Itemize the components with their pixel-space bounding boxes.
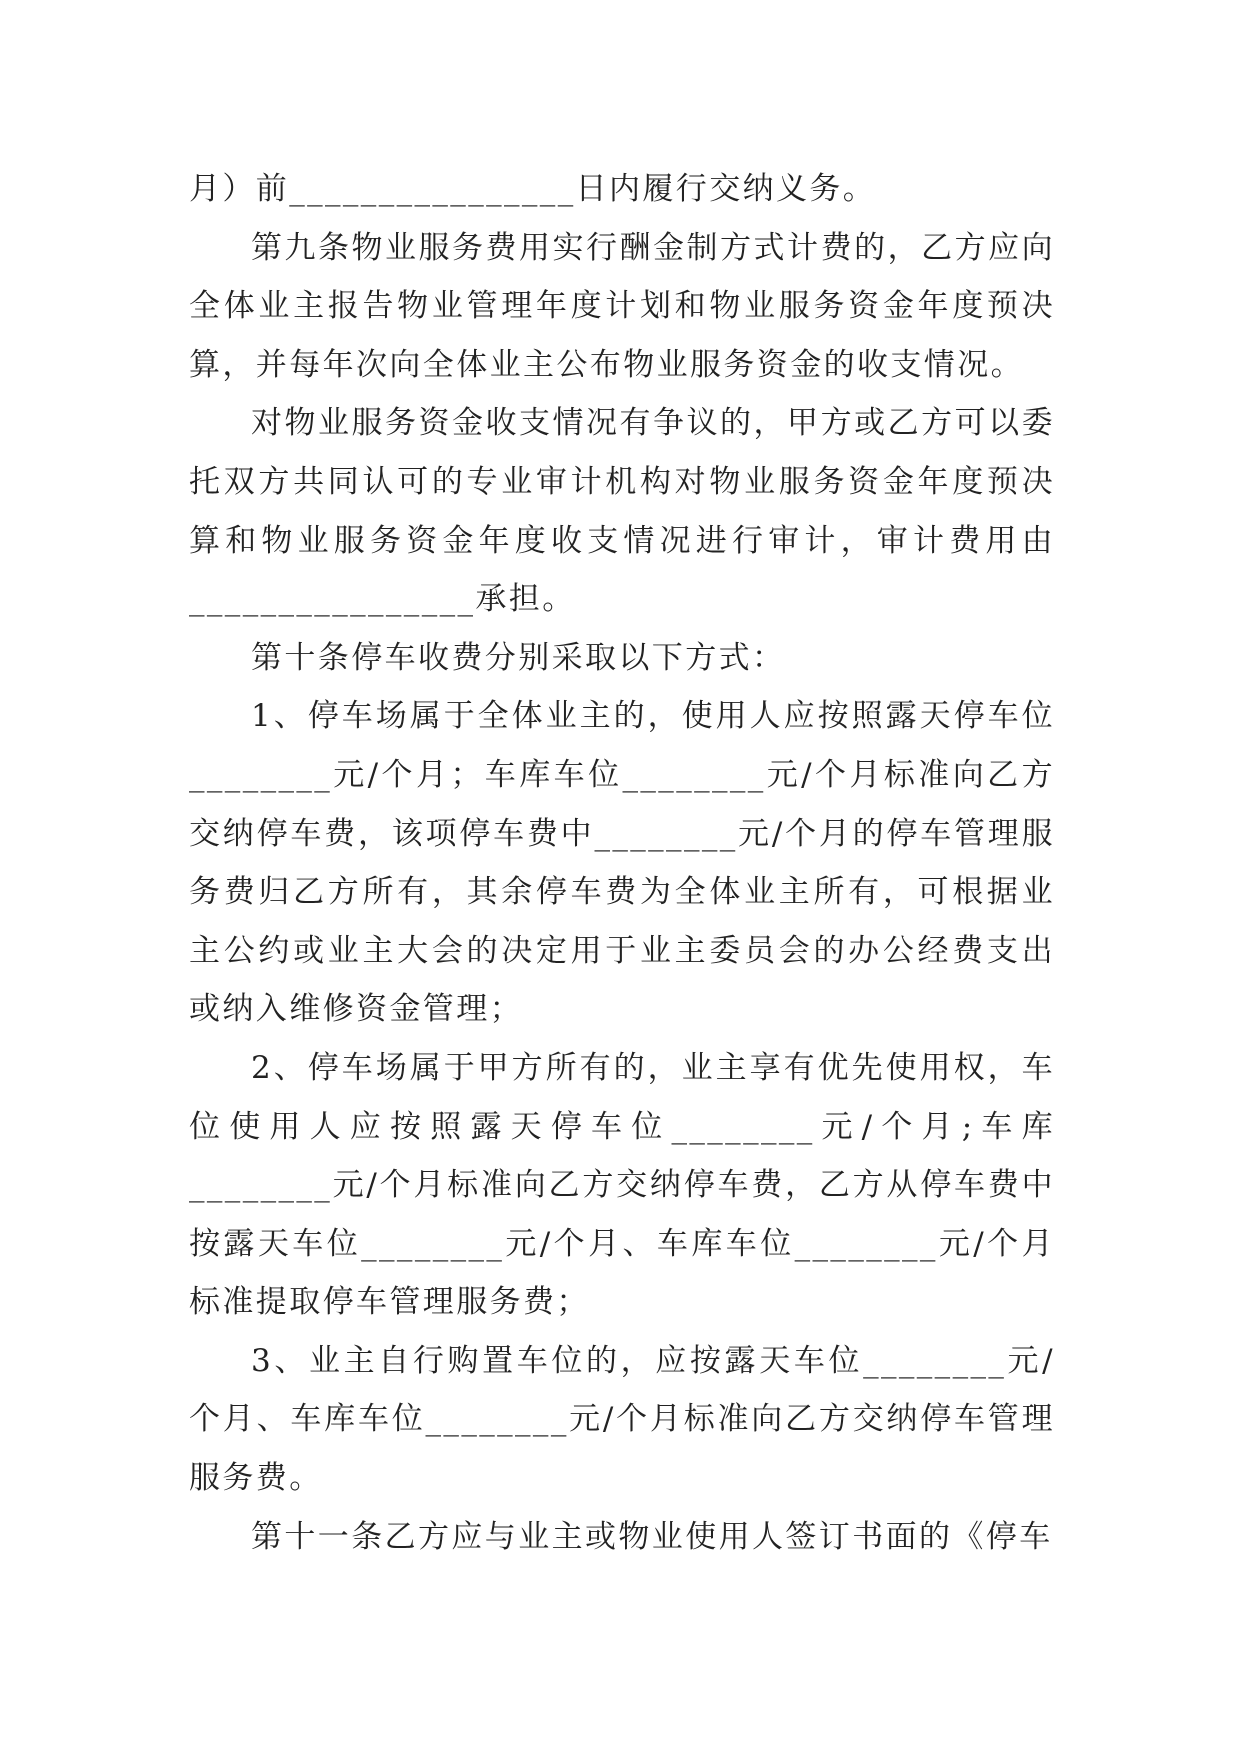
paragraph-audit-dispute: 对物业服务资金收支情况有争议的，甲方或乙方可以委托双方共同认可的专业审计机构对物业服务资金年度预决算和物业服务资金年度收支情况进行审计，审计费用由________________承担。 <box>189 405 1055 618</box>
paragraph-article-10: 第十条停车收费分别采取以下方式： <box>251 639 786 676</box>
document-body <box>189 160 1055 1566</box>
paragraph-continuation: 月）前________________日内履行交纳义务。 <box>189 171 877 207</box>
paragraph-item-1: 1、停车场属于全体业主的，使用人应按照露天停车位________元/个月；车库车位________元/个月标准向乙方交纳停车费，该项停车费中________元/个月的停车管理服务费归乙方所有，其余停车费为全体业主所有，可根据业主公约或业主大会的决定用于业主委员会的办公经费支出或纳入维修资金管理； <box>189 698 1055 1028</box>
paragraph-item-3: 3、业主自行购置车位的，应按露天车位________元/个月、车库车位________元/个月标准向乙方交纳停车管理服务费。 <box>189 1342 1055 1497</box>
paragraph-item-2: 2、停车场属于甲方所有的，业主享有优先使用权，车位使用人应按照露天停车位________元/个月;车库________元/个月标准向乙方交纳停车费，乙方从停车费中按露天车位________元/个月、车库车位________元/个月标准提取停车管理服务费； <box>189 1049 1055 1321</box>
paragraph-article-11: 第十一条乙方应与业主或物业使用人签订书面的《停车 <box>251 1518 1053 1555</box>
paragraph-article-9: 第九条物业服务费用实行酬金制方式计费的，乙方应向全体业主报告物业管理年度计划和物业服务资金年度预决算，并每年次向全体业主公布物业服务资金的收支情况。 <box>189 229 1055 383</box>
